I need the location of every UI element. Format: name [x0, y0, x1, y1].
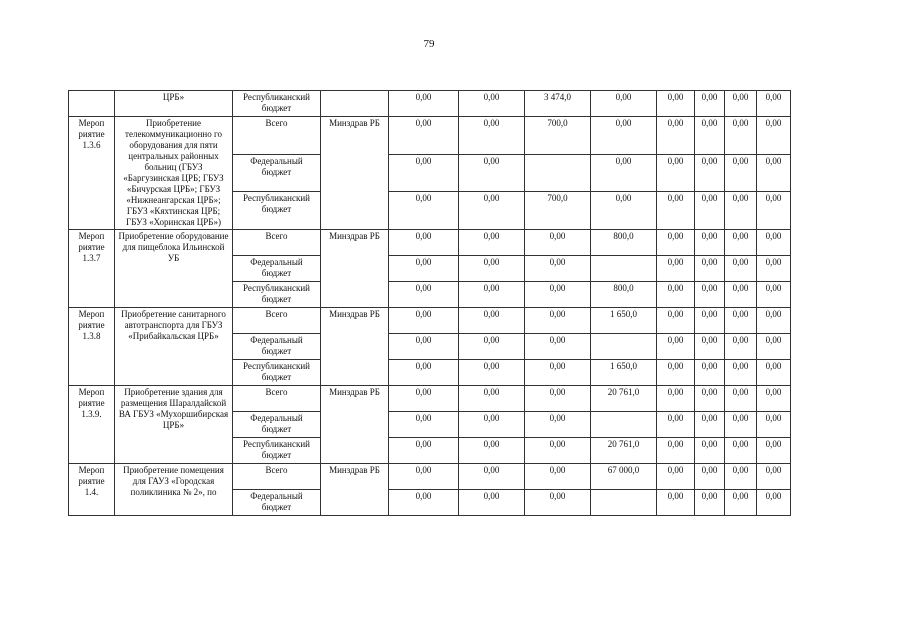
value-cell — [591, 412, 657, 438]
value-cell: 0,00 — [657, 360, 695, 386]
value-cell: 0,00 — [725, 438, 757, 464]
value-cell: 0,00 — [525, 230, 591, 256]
value-cell: 0,00 — [695, 308, 725, 334]
value-cell: 0,00 — [695, 192, 725, 230]
value-cell: 0,00 — [657, 412, 695, 438]
value-cell: 0,00 — [525, 308, 591, 334]
value-cell: 700,0 — [525, 117, 591, 155]
value-cell: 0,00 — [389, 412, 459, 438]
value-cell: 0,00 — [525, 256, 591, 282]
funding-source-cell: Федеральный бюджет — [233, 256, 321, 282]
funding-source-cell: Республиканский бюджет — [233, 438, 321, 464]
value-cell: 0,00 — [657, 464, 695, 490]
value-cell: 1 650,0 — [591, 360, 657, 386]
value-cell: 0,00 — [725, 412, 757, 438]
value-cell: 0,00 — [389, 282, 459, 308]
value-cell: 0,00 — [459, 438, 525, 464]
value-cell: 0,00 — [525, 438, 591, 464]
value-cell: 0,00 — [757, 360, 791, 386]
value-cell: 3 474,0 — [525, 91, 591, 117]
value-cell: 0,00 — [695, 91, 725, 117]
measure-code-cell: Мероп риятие 1.3.7 — [69, 230, 115, 308]
value-cell: 0,00 — [389, 230, 459, 256]
value-cell: 0,00 — [695, 230, 725, 256]
table-row — [69, 230, 791, 256]
table-row — [69, 308, 791, 334]
value-cell: 0,00 — [757, 282, 791, 308]
value-cell: 0,00 — [757, 490, 791, 516]
budget-table — [68, 90, 791, 516]
responsible-cell: Минздрав РБ — [321, 464, 389, 516]
value-cell: 0,00 — [757, 256, 791, 282]
funding-source-cell: Всего — [233, 386, 321, 412]
value-cell: 0,00 — [657, 490, 695, 516]
value-cell: 0,00 — [459, 386, 525, 412]
funding-source-cell: Республиканский бюджет — [233, 91, 321, 117]
value-cell: 0,00 — [657, 308, 695, 334]
value-cell: 0,00 — [525, 282, 591, 308]
value-cell: 1 650,0 — [591, 308, 657, 334]
value-cell: 0,00 — [695, 490, 725, 516]
measure-name-cell: Приобретение здания для размещения Шаралдайской ВА ГБУЗ «Мухоршибирская ЦРБ» — [115, 386, 233, 464]
table-row — [69, 386, 791, 412]
value-cell: 800,0 — [591, 230, 657, 256]
responsible-cell: Минздрав РБ — [321, 386, 389, 464]
value-cell: 0,00 — [591, 91, 657, 117]
funding-source-cell: Всего — [233, 230, 321, 256]
value-cell: 0,00 — [695, 438, 725, 464]
value-cell — [591, 334, 657, 360]
value-cell: 0,00 — [525, 412, 591, 438]
value-cell: 0,00 — [725, 360, 757, 386]
value-cell: 0,00 — [459, 117, 525, 155]
value-cell: 0,00 — [725, 256, 757, 282]
value-cell: 0,00 — [389, 438, 459, 464]
value-cell: 0,00 — [657, 192, 695, 230]
funding-source-cell: Всего — [233, 464, 321, 490]
funding-source-cell: Федеральный бюджет — [233, 154, 321, 192]
value-cell: 0,00 — [389, 386, 459, 412]
table-row — [69, 91, 791, 117]
value-cell: 0,00 — [459, 154, 525, 192]
value-cell: 0,00 — [757, 438, 791, 464]
value-cell: 0,00 — [459, 192, 525, 230]
value-cell: 0,00 — [757, 117, 791, 155]
value-cell: 0,00 — [725, 334, 757, 360]
value-cell: 0,00 — [525, 386, 591, 412]
value-cell: 0,00 — [657, 154, 695, 192]
value-cell: 0,00 — [389, 308, 459, 334]
value-cell: 0,00 — [695, 386, 725, 412]
value-cell: 67 000,0 — [591, 464, 657, 490]
value-cell: 0,00 — [725, 91, 757, 117]
measure-code-cell: Мероп риятие 1.4. — [69, 464, 115, 516]
table-row — [69, 117, 791, 155]
value-cell: 0,00 — [525, 360, 591, 386]
value-cell: 0,00 — [725, 192, 757, 230]
value-cell: 0,00 — [695, 282, 725, 308]
funding-source-cell: Всего — [233, 117, 321, 155]
value-cell: 0,00 — [389, 91, 459, 117]
value-cell: 0,00 — [591, 154, 657, 192]
value-cell: 0,00 — [695, 117, 725, 155]
value-cell: 0,00 — [725, 154, 757, 192]
value-cell: 0,00 — [389, 117, 459, 155]
value-cell: 0,00 — [525, 464, 591, 490]
value-cell — [525, 154, 591, 192]
value-cell: 0,00 — [389, 360, 459, 386]
value-cell: 0,00 — [459, 334, 525, 360]
responsible-cell: Минздрав РБ — [321, 230, 389, 308]
value-cell: 0,00 — [591, 192, 657, 230]
value-cell: 0,00 — [757, 386, 791, 412]
value-cell: 0,00 — [657, 256, 695, 282]
responsible-cell — [321, 91, 389, 117]
table-row — [69, 464, 791, 490]
measure-name-cell: Приобретение оборудование для пищеблока Ильинской УБ — [115, 230, 233, 308]
value-cell: 0,00 — [459, 490, 525, 516]
value-cell — [591, 256, 657, 282]
funding-source-cell: Республиканский бюджет — [233, 282, 321, 308]
value-cell: 0,00 — [725, 490, 757, 516]
measure-name-cell: ЦРБ» — [115, 91, 233, 117]
measure-name-cell: Приобретение помещения для ГАУЗ «Городская поликлиника № 2», по — [115, 464, 233, 516]
value-cell: 0,00 — [459, 256, 525, 282]
value-cell: 0,00 — [725, 117, 757, 155]
value-cell: 0,00 — [657, 230, 695, 256]
value-cell: 0,00 — [695, 334, 725, 360]
value-cell: 0,00 — [389, 464, 459, 490]
value-cell: 0,00 — [725, 464, 757, 490]
value-cell: 700,0 — [525, 192, 591, 230]
value-cell: 0,00 — [757, 230, 791, 256]
value-cell: 0,00 — [591, 117, 657, 155]
value-cell: 0,00 — [389, 154, 459, 192]
measure-code-cell: Мероп риятие 1.3.8 — [69, 308, 115, 386]
value-cell: 0,00 — [389, 192, 459, 230]
value-cell: 0,00 — [757, 412, 791, 438]
page-number: 79 — [423, 38, 435, 50]
value-cell: 0,00 — [525, 334, 591, 360]
measure-name-cell: Приобретение телекоммуникационно го оборудования для пяти центральных районных больниц (ГБУЗ «Баргузинская ЦРБ; ГБУЗ «Бичурская ЦРБ»; ГБУЗ «Нижнеангарская ЦРБ»; ГБУЗ «Кяхтинская ЦРБ; ГБУЗ «Хоринская ЦРБ») — [115, 117, 233, 230]
funding-source-cell: Федеральный бюджет — [233, 334, 321, 360]
value-cell: 0,00 — [657, 117, 695, 155]
funding-source-cell: Всего — [233, 308, 321, 334]
measure-name-cell: Приобретение санитарного автотранспорта для ГБУЗ «Прибайкальская ЦРБ» — [115, 308, 233, 386]
value-cell: 20 761,0 — [591, 386, 657, 412]
value-cell: 0,00 — [725, 282, 757, 308]
value-cell: 0,00 — [657, 438, 695, 464]
value-cell: 0,00 — [389, 334, 459, 360]
value-cell: 0,00 — [695, 360, 725, 386]
value-cell: 0,00 — [757, 464, 791, 490]
value-cell: 0,00 — [525, 490, 591, 516]
value-cell: 0,00 — [757, 308, 791, 334]
value-cell: 0,00 — [459, 412, 525, 438]
value-cell: 0,00 — [657, 334, 695, 360]
value-cell: 0,00 — [695, 154, 725, 192]
value-cell: 0,00 — [657, 91, 695, 117]
responsible-cell: Минздрав РБ — [321, 117, 389, 230]
value-cell: 0,00 — [389, 490, 459, 516]
value-cell: 0,00 — [459, 308, 525, 334]
value-cell: 0,00 — [459, 360, 525, 386]
measure-code-cell: Мероп риятие 1.3.6 — [69, 117, 115, 230]
value-cell: 0,00 — [459, 282, 525, 308]
value-cell: 0,00 — [459, 230, 525, 256]
value-cell: 0,00 — [657, 386, 695, 412]
value-cell: 0,00 — [657, 282, 695, 308]
value-cell: 0,00 — [695, 412, 725, 438]
value-cell: 800,0 — [591, 282, 657, 308]
measure-code-cell — [69, 91, 115, 117]
value-cell: 0,00 — [757, 192, 791, 230]
value-cell: 0,00 — [389, 256, 459, 282]
funding-source-cell: Федеральный бюджет — [233, 490, 321, 516]
value-cell: 0,00 — [757, 334, 791, 360]
value-cell: 0,00 — [725, 386, 757, 412]
responsible-cell: Минздрав РБ — [321, 308, 389, 386]
value-cell: 0,00 — [757, 91, 791, 117]
value-cell: 0,00 — [695, 256, 725, 282]
value-cell: 0,00 — [725, 230, 757, 256]
value-cell: 20 761,0 — [591, 438, 657, 464]
value-cell: 0,00 — [725, 308, 757, 334]
value-cell — [591, 490, 657, 516]
value-cell: 0,00 — [459, 91, 525, 117]
funding-source-cell: Республиканский бюджет — [233, 192, 321, 230]
funding-source-cell: Республиканский бюджет — [233, 360, 321, 386]
funding-source-cell: Федеральный бюджет — [233, 412, 321, 438]
value-cell: 0,00 — [757, 154, 791, 192]
measure-code-cell: Мероп риятие 1.3.9. — [69, 386, 115, 464]
value-cell: 0,00 — [459, 464, 525, 490]
value-cell: 0,00 — [695, 464, 725, 490]
